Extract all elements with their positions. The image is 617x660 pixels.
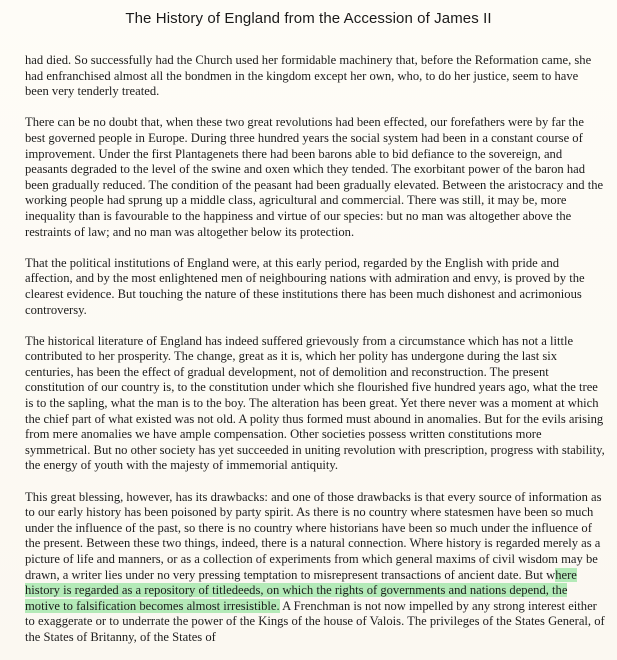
paragraph[interactable]: had died. So successfully had the Church used her formidable machinery that, before the Reformation came, she had enfranchised almost all the bondmen in the kingdom except her own, who, to do her justice, seem to have been very tenderly treated. [25, 53, 592, 99]
paragraph[interactable] [25, 490, 605, 646]
paragraph-text[interactable]: A Frenchman is not now impelled by any strong interest either to exaggerate or to underrate the power of the Kings of the house of Valois. The privileges of the States General, of the States of Britanny, of the States of [25, 598, 605, 644]
paragraph[interactable]: That the political institutions of England were, at this early period, regarded by the English with pride and affection, and by the most enlightened men of neighbouring nations with admiration and envy, is proved by the clearest evidence. But touching the nature of these institutions there has been much dishonest and acrimonious controversy. [25, 255, 585, 317]
page-title: The History of England from the Accession of James II [125, 10, 492, 27]
paragraph-text[interactable]: This great blessing, however, has its drawbacks: and one of those drawbacks is that every source of information as to our early history has been poisoned by party spirit. As there is no country where statesmen have been so much under the influence of the past, so there is no country where historians have been so much under the influence of the present. Between these two things, indeed, there is a natural connection. Where history is regarded merely as a picture of life and manners, or as a collection of experiments from which general maxims of civil wisdom may be drawn, a writer lies under no very pressing temptation to misrepresent transactions of ancient date. But w [25, 489, 602, 582]
text-highlight[interactable]: here history is regarded as a repository of titledeeds, on which the rights of governments and nations depend, the motive to falsification becomes almost irresistible. [25, 567, 577, 613]
paragraph[interactable]: There can be no doubt that, when these two great revolutions had been effected, our forefathers were by far the best governed people in Europe. During three hundred years the social system had been in a constant course of improvement. Under the first Plantagenets there had been barons able to bid defiance to the sovereign, and peasants degraded to the level of the swine and oxen which they tended. The exorbitant power of the baron had been gradually reduced. The condition of the peasant had been gradually elevated. Between the aristocracy and the working people had sprung up a middle class, agricultural and commercial. There was still, it may be, more inequality than is favourable to the happiness and virtue of our species: but no man was altogether above the restraints of law; and no man was altogether below its protection. [25, 115, 604, 239]
document-body[interactable] [25, 53, 605, 660]
paragraph[interactable]: The historical literature of England has indeed suffered grievously from a circumstance which has not a little contributed to her prosperity. The change, great as it is, which her polity has undergone during the last six centuries, has been the effect of gradual development, not of demolition and reconstruction. The present constitution of our country is, to the constitution under which she flourished five hundred years ago, what the tree is to the sapling, what the man is to the boy. The alteration has been great. Yet there never was a moment at which the chief part of what existed was not old. A polity thus formed must abound in anomalies. But for the evils arising from mere anomalies we have ample compensation. Other societies possess written constitutions more symmetrical. But no other society has yet succeeded in uniting revolution with prescription, progress with stability, the energy of youth with the majesty of immemorial antiquity. [25, 333, 605, 473]
